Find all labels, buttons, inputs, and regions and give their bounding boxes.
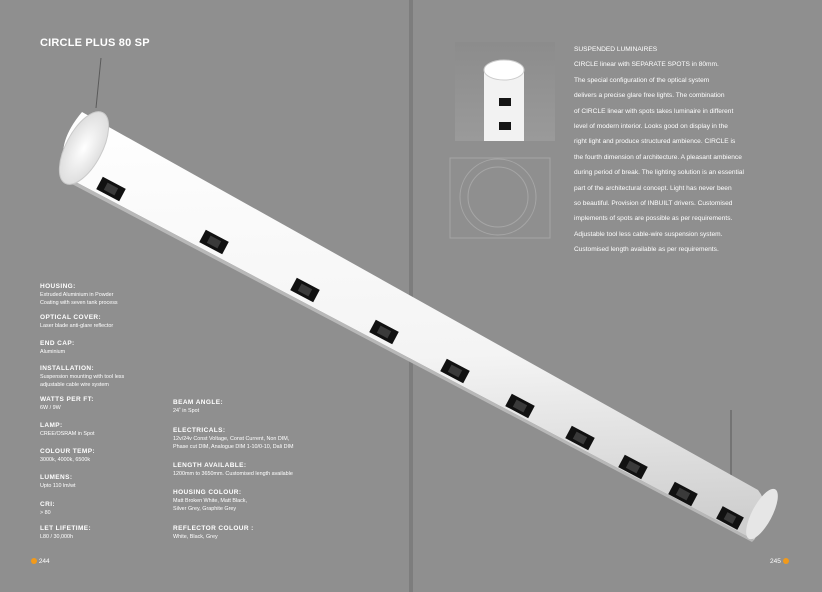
spec-colour-temp	[40, 447, 95, 464]
spec-label: LAMP:	[40, 422, 63, 429]
page-number-text: 245	[770, 558, 781, 565]
description-line: CIRCLE linear with SEPARATE SPOTS in 80mm.	[574, 61, 719, 69]
product-description	[574, 42, 774, 258]
spec-electricals	[173, 426, 293, 451]
thumbnail-luminaire	[455, 42, 555, 141]
spec-value: Coating with seven tank process	[40, 300, 118, 306]
page-number-text: 244	[38, 558, 50, 565]
spec-label: CRI:	[40, 501, 55, 508]
spec-housing-colour	[173, 488, 247, 513]
suspension-wire-left	[96, 58, 101, 108]
description-line: during period of break. The lighting solution is an essential	[574, 169, 744, 177]
spec-value: 24˚ in Spot	[173, 408, 200, 414]
description-line: Adjustable tool less cable-wire suspension system.	[574, 230, 723, 238]
spec-beam-angle	[173, 398, 223, 415]
spec-length	[173, 461, 293, 478]
spec-lamp	[40, 421, 95, 438]
spec-label: END CAP:	[40, 340, 75, 347]
product-thumbnail	[455, 42, 555, 141]
description-line: right light and produce structured ambience. CIRCLE is	[574, 138, 736, 146]
spec-label: LUMENS:	[40, 474, 73, 481]
description-line: Customised length available as per requirements.	[574, 246, 719, 254]
description-line: part of the architectural concept. Light has never been	[574, 184, 732, 192]
spec-label: LENGTH AVAILABLE:	[173, 462, 247, 469]
page-dot-icon	[783, 558, 789, 564]
spec-value: 6W / 9W	[40, 405, 61, 411]
description-line: the fourth dimension of architecture. A pleasant ambience	[574, 153, 742, 161]
page-number-right	[770, 558, 789, 565]
spec-reflector-colour	[173, 524, 254, 541]
page-dot-icon	[31, 558, 37, 564]
spec-label: LET LIFETIME:	[40, 525, 92, 532]
product-title: CIRCLE PLUS 80 SP	[40, 37, 150, 49]
spec-value: 12v/24v Const Voltage, Const Current, Non DIM,	[173, 436, 290, 442]
spec-installation	[40, 364, 124, 389]
spec-label: HOUSING COLOUR:	[173, 489, 242, 496]
spec-optical-cover	[40, 313, 113, 330]
spec-label: BEAM ANGLE:	[173, 399, 224, 406]
description-line: implements of spots are possible as per requirements.	[574, 215, 733, 223]
profile-drawing	[450, 158, 550, 238]
spec-value: Suspension mounting with tool less	[40, 374, 125, 380]
description-line: of CIRCLE linear with spots takes luminaire in different	[574, 107, 734, 115]
description-line: The special configuration of the optical system	[574, 76, 710, 84]
spec-value: Extruded Aluminium in Powder	[40, 292, 114, 298]
spec-value: Phase cut DIM, Analogue DIM 1-10/0-10, Dali DIM	[173, 444, 294, 450]
spec-watts-per-ft	[40, 395, 94, 412]
spec-cri	[40, 500, 55, 517]
page-number-left	[31, 558, 50, 565]
spec-value: Aluminium	[40, 349, 66, 355]
spec-value: Upto 110 lm/wt	[40, 483, 76, 489]
spec-label: INSTALLATION:	[40, 365, 95, 372]
spec-value: Silver Grey, Graphite Grey	[173, 506, 237, 512]
description-line: so beautiful. Provision of INBUILT drivers. Customised	[574, 200, 733, 208]
spec-value: 3000k, 4000k, 6500k	[40, 457, 91, 463]
spec-label: REFLECTOR COLOUR :	[173, 525, 254, 532]
description-heading: SUSPENDED LUMINAIRES	[574, 46, 658, 53]
spec-value: L80 / 30,000h	[40, 534, 73, 540]
spec-value: CREE/OSRAM in Spot	[40, 431, 95, 437]
spec-end-cap	[40, 339, 75, 356]
description-line: delivers a precise glare free lights. The combination	[574, 92, 725, 100]
spec-value: White, Black, Grey	[173, 534, 218, 540]
spec-value: Laser blade anti-glare reflector	[40, 323, 114, 329]
spec-label: WATTS PER FT:	[40, 396, 94, 403]
spec-label: HOUSING:	[40, 283, 76, 290]
spec-label: OPTICAL COVER:	[40, 314, 102, 321]
spec-label: COLOUR TEMP:	[40, 448, 95, 455]
spec-housing	[40, 282, 118, 307]
spec-label: ELECTRICALS:	[173, 427, 226, 434]
description-line: level of modern interior. Looks good on display in the	[574, 123, 728, 131]
spec-lifetime	[40, 524, 91, 541]
spec-value: > 80	[40, 510, 51, 516]
spec-value: 1200mm to 3650mm. Customised length available	[173, 471, 293, 477]
spec-value: adjustable cable wire system	[40, 382, 109, 388]
spec-lumens	[40, 473, 76, 490]
spec-value: Matt Broken White, Matt Black,	[173, 498, 247, 504]
